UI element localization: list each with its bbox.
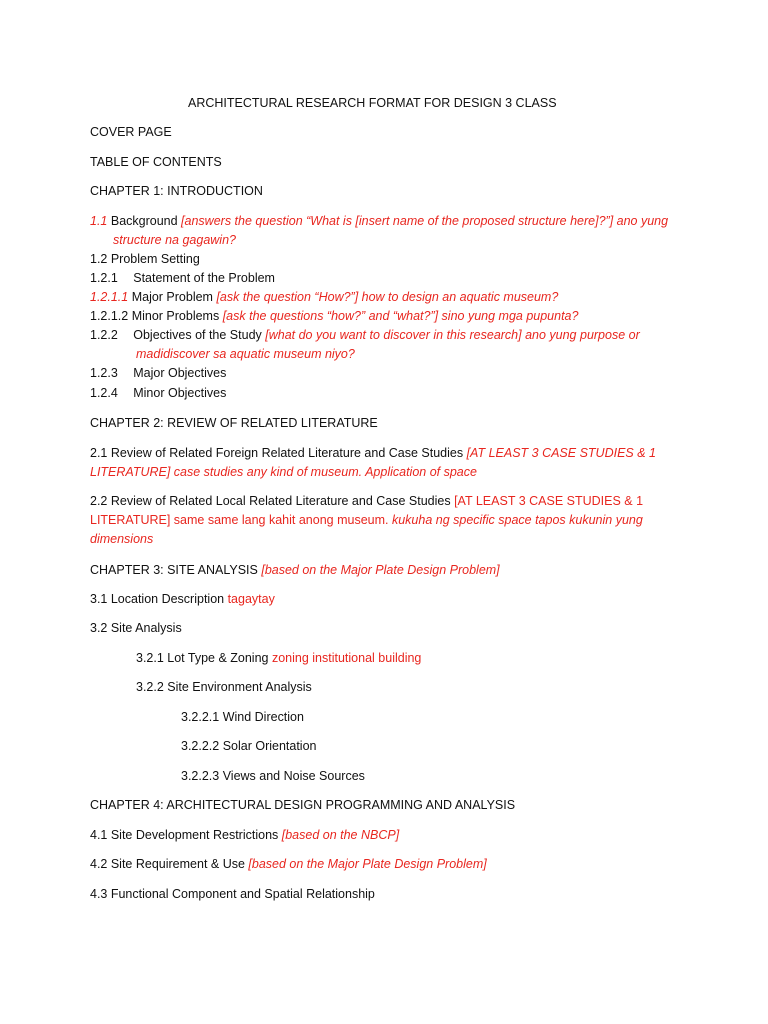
chapter-1-heading: CHAPTER 1: INTRODUCTION — [90, 183, 263, 198]
section-2-1: 2.1 Review of Related Foreign Related Literature and Case Studies [AT LEAST 3 CASE STUDIES & 1 — [90, 445, 656, 460]
section-2-2: 2.2 Review of Related Local Related Literature and Case Studies [AT LEAST 3 CASE STUDIES & 1 — [90, 493, 644, 508]
section-3-1: 3.1 Location Description tagaytay — [90, 591, 275, 606]
chapter-3-heading: CHAPTER 3: SITE ANALYSIS [based on the Major Plate Design Problem] — [90, 562, 500, 577]
section-1-2-1: 1.2.1 Statement of the Problem — [90, 270, 275, 285]
section-1-2-4: 1.2.4 Minor Objectives — [90, 385, 227, 400]
toc-heading: TABLE OF CONTENTS — [90, 154, 222, 169]
section-1-2: 1.2 Problem Setting — [90, 251, 200, 266]
section-1-2-1-2: 1.2.1.2 Minor Problems [ask the questions “how?” and “what?”] sino yung mga pupunta? — [90, 308, 579, 323]
section-3-2: 3.2 Site Analysis — [90, 620, 182, 635]
section-3-2-2: 3.2.2 Site Environment Analysis — [136, 679, 312, 694]
section-4-2: 4.2 Site Requirement & Use [based on the Major Plate Design Problem] — [90, 856, 487, 871]
chapter-2-heading: CHAPTER 2: REVIEW OF RELATED LITERATURE — [90, 415, 378, 430]
section-1-2-2-note-cont: madidiscover sa aquatic museum niyo? — [136, 346, 355, 361]
section-1-1-note-cont: structure na gagawin? — [113, 232, 236, 247]
section-2-2-note-cont-2: dimensions — [90, 531, 154, 546]
section-1-2-2: 1.2.2 Objectives of the Study [what do you want to discover in this research] ano yung purpose or — [90, 327, 640, 342]
cover-page-heading: COVER PAGE — [90, 124, 172, 139]
section-2-1-note-cont: LITERATURE] case studies any kind of museum. Application of space — [90, 464, 477, 479]
section-4-3: 4.3 Functional Component and Spatial Relationship — [90, 886, 375, 901]
section-3-2-2-1: 3.2.2.1 Wind Direction — [181, 709, 304, 724]
section-1-1: 1.1 Background [answers the question “What is [insert name of the proposed structure here]?”] ano yung — [90, 213, 669, 228]
section-3-2-1: 3.2.1 Lot Type & Zoning zoning institutional building — [136, 650, 422, 665]
section-2-2-note-cont: LITERATURE] same same lang kahit anong museum. kukuha ng specific space tapos kukunin yung — [90, 512, 643, 527]
document-title: ARCHITECTURAL RESEARCH FORMAT FOR DESIGN 3 CLASS — [187, 95, 557, 110]
section-4-1: 4.1 Site Development Restrictions [based on the NBCP] — [90, 827, 400, 842]
section-3-2-2-3: 3.2.2.3 Views and Noise Sources — [181, 768, 365, 783]
chapter-4-heading: CHAPTER 4: ARCHITECTURAL DESIGN PROGRAMMING AND ANALYSIS — [90, 797, 516, 812]
section-1-2-3: 1.2.3 Major Objectives — [90, 365, 227, 380]
section-1-2-1-1: 1.2.1.1 Major Problem [ask the question “How?”] how to design an aquatic museum? — [90, 289, 559, 304]
section-3-2-2-2: 3.2.2.2 Solar Orientation — [181, 738, 317, 753]
